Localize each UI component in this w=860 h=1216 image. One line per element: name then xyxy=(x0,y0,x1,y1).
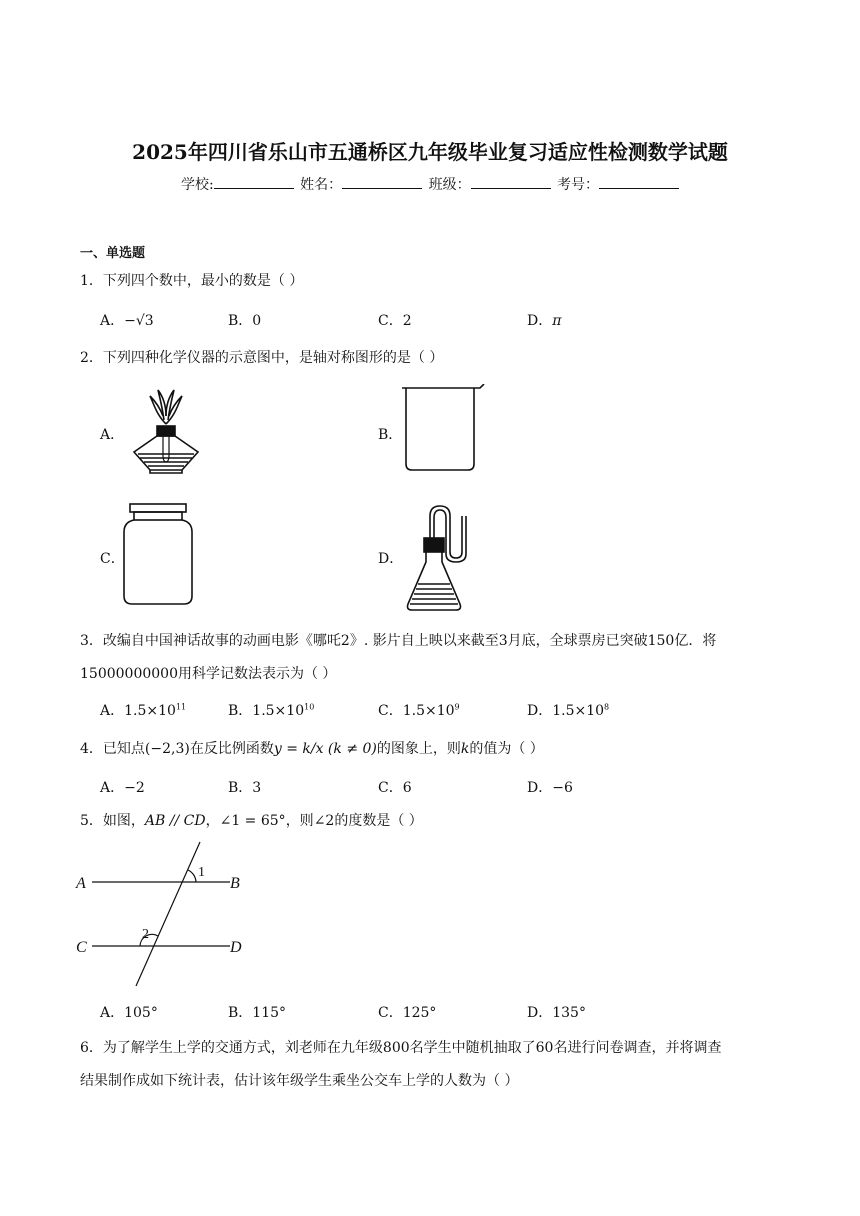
class-blank xyxy=(471,176,551,189)
q5-stem xyxy=(80,810,423,830)
q5-stem-b: ， xyxy=(205,813,220,829)
q4-option-c: C．6 xyxy=(378,780,412,796)
q5-stem-a: 5．如图， xyxy=(80,813,145,829)
q4-option-d: D．−6 xyxy=(527,780,573,796)
number-label: 考号： xyxy=(557,177,600,193)
q3-option-c-exp: 9 xyxy=(454,702,460,712)
number-blank xyxy=(599,176,679,189)
angle-1-label: 1 xyxy=(198,865,205,880)
section-heading: 一、单选题 xyxy=(80,246,146,261)
q1-stem: 1．下列四个数中，最小的数是（ ） xyxy=(80,273,304,289)
school-blank xyxy=(214,176,294,189)
school-label: 学校: xyxy=(180,177,214,193)
q3-option-d-base: D．1.5×10 xyxy=(527,703,605,719)
q2-stem: 2．下列四种化学仪器的示意图中，是轴对称图形的是（ ） xyxy=(80,350,444,366)
point-a-label: A xyxy=(76,875,86,892)
q1-option-a-label: A． xyxy=(100,313,125,329)
q4-point: (−2,3) xyxy=(144,741,190,757)
q3-option-d-exp: 8 xyxy=(604,702,610,712)
q4-stem-c: 的图象上，则 xyxy=(376,741,461,757)
q2-label-d: D． xyxy=(378,551,404,567)
angle-2-label: 2 xyxy=(142,927,149,942)
q5-stem-d: 的度数是（ ） xyxy=(334,813,423,829)
q4-function: y = k/x (k ≠ 0) xyxy=(273,741,377,757)
conical-flask-icon xyxy=(404,504,484,612)
class-label: 班级： xyxy=(428,177,471,193)
q5-condition: AB // CD xyxy=(144,813,206,829)
q3-option-b xyxy=(228,700,314,720)
q4-stem-a: 4．已知点 xyxy=(80,741,145,757)
q3-option-b-exp: 10 xyxy=(304,702,315,712)
q4-k: k xyxy=(460,741,470,757)
q5-stem-c: ，则 xyxy=(285,813,314,829)
q3-stem-line2: 15000000000用科学记数法表示为（ ） xyxy=(80,666,337,682)
student-info-line xyxy=(0,174,860,194)
q3-option-a xyxy=(100,700,186,720)
q2-label-c: C． xyxy=(100,551,125,567)
name-label: 姓名： xyxy=(300,177,343,193)
q2-label-a: A． xyxy=(100,427,125,443)
q5-option-a: A．105° xyxy=(100,1005,158,1021)
q2-label-b: B． xyxy=(378,427,403,443)
q1-option-b: B．0 xyxy=(228,313,262,329)
q5-angle: ∠1 = 65° xyxy=(219,813,286,829)
q4-option-a: A．−2 xyxy=(100,780,145,796)
q4-option-b: B．3 xyxy=(228,780,262,796)
point-b-label: B xyxy=(230,875,240,892)
q3-option-b-base: B．1.5×10 xyxy=(228,703,305,719)
q1-option-d-value: π xyxy=(552,313,562,329)
q5-option-b: B．115° xyxy=(228,1005,287,1021)
point-d-label: D xyxy=(230,939,242,956)
beaker-icon xyxy=(398,384,488,474)
q1-option-c: C．2 xyxy=(378,313,412,329)
q1-option-d xyxy=(527,310,561,330)
parallel-lines-figure xyxy=(70,838,260,988)
q1-option-a xyxy=(100,310,154,330)
q5-option-c: C．125° xyxy=(378,1005,437,1021)
q4-stem xyxy=(80,738,544,758)
q3-option-c-base: C．1.5×10 xyxy=(378,703,455,719)
q6-stem-line2: 结果制作成如下统计表，估计该年级学生乘坐公交车上学的人数为（ ） xyxy=(80,1073,519,1089)
q5-option-d: D．135° xyxy=(527,1005,586,1021)
reagent-bottle-icon xyxy=(120,502,196,606)
exam-title: 2025年四川省乐山市五通桥区九年级毕业复习适应性检测数学试题 xyxy=(132,140,728,164)
q3-option-d xyxy=(527,700,609,720)
q4-stem-d: 的值为（ ） xyxy=(469,741,544,757)
alcohol-lamp-icon xyxy=(126,384,206,474)
q3-option-c xyxy=(378,700,460,720)
q1-option-d-label: D． xyxy=(527,313,553,329)
q3-option-a-exp: 11 xyxy=(175,702,187,712)
q3-stem-line1: 3．改编自中国神话故事的动画电影《哪吒2》. 影片自上映以来截至3月底，全球票房已突破150亿．将 xyxy=(80,633,717,649)
q3-option-a-base: A．1.5×10 xyxy=(100,703,176,719)
q5-ask: ∠2 xyxy=(313,813,335,829)
q1-option-a-value: −√3 xyxy=(124,313,154,329)
q6-stem-line1: 6．为了解学生上学的交通方式，刘老师在九年级800名学生中随机抽取了60名进行问卷调查，并将调查 xyxy=(80,1040,722,1056)
q4-stem-b: 在反比例函数 xyxy=(189,741,274,757)
name-blank xyxy=(342,176,422,189)
point-c-label: C xyxy=(76,939,87,956)
